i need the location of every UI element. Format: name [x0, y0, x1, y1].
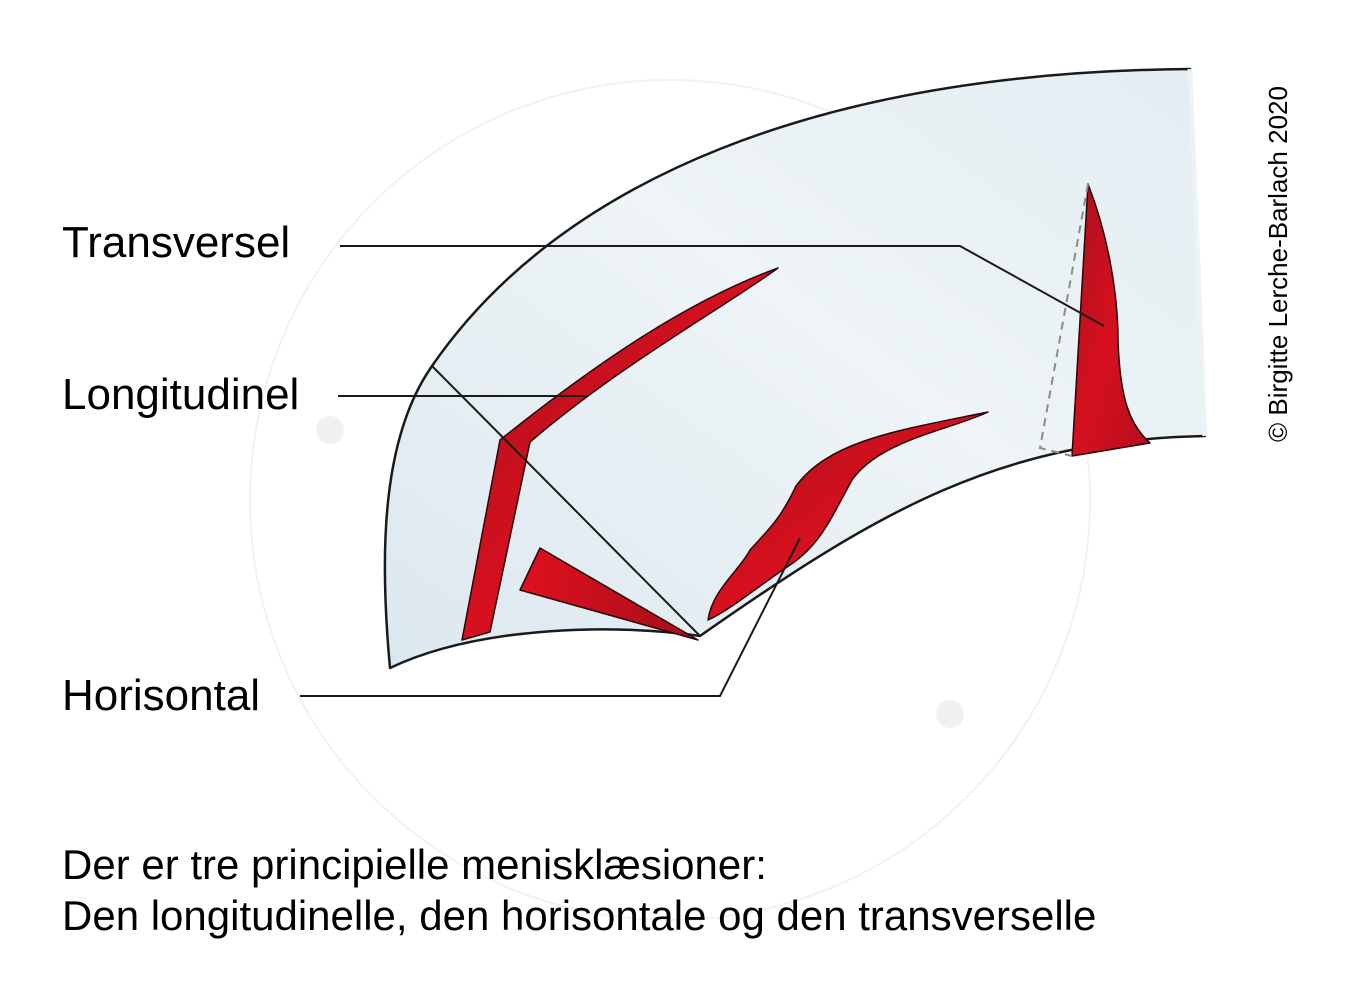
label-longitudinel: Longitudinel — [62, 370, 300, 419]
copyright-notice: © Birgitte Lerche-Barlach 2020 — [1263, 86, 1293, 442]
caption-line-2: Den longitudinelle, den horisontale og den transverselle — [62, 892, 1097, 939]
label-horisontal: Horisontal — [62, 671, 261, 720]
label-transversel: Transversel — [62, 218, 291, 267]
caption-line-1: Der er tre principielle menisklæsioner: — [62, 841, 767, 888]
